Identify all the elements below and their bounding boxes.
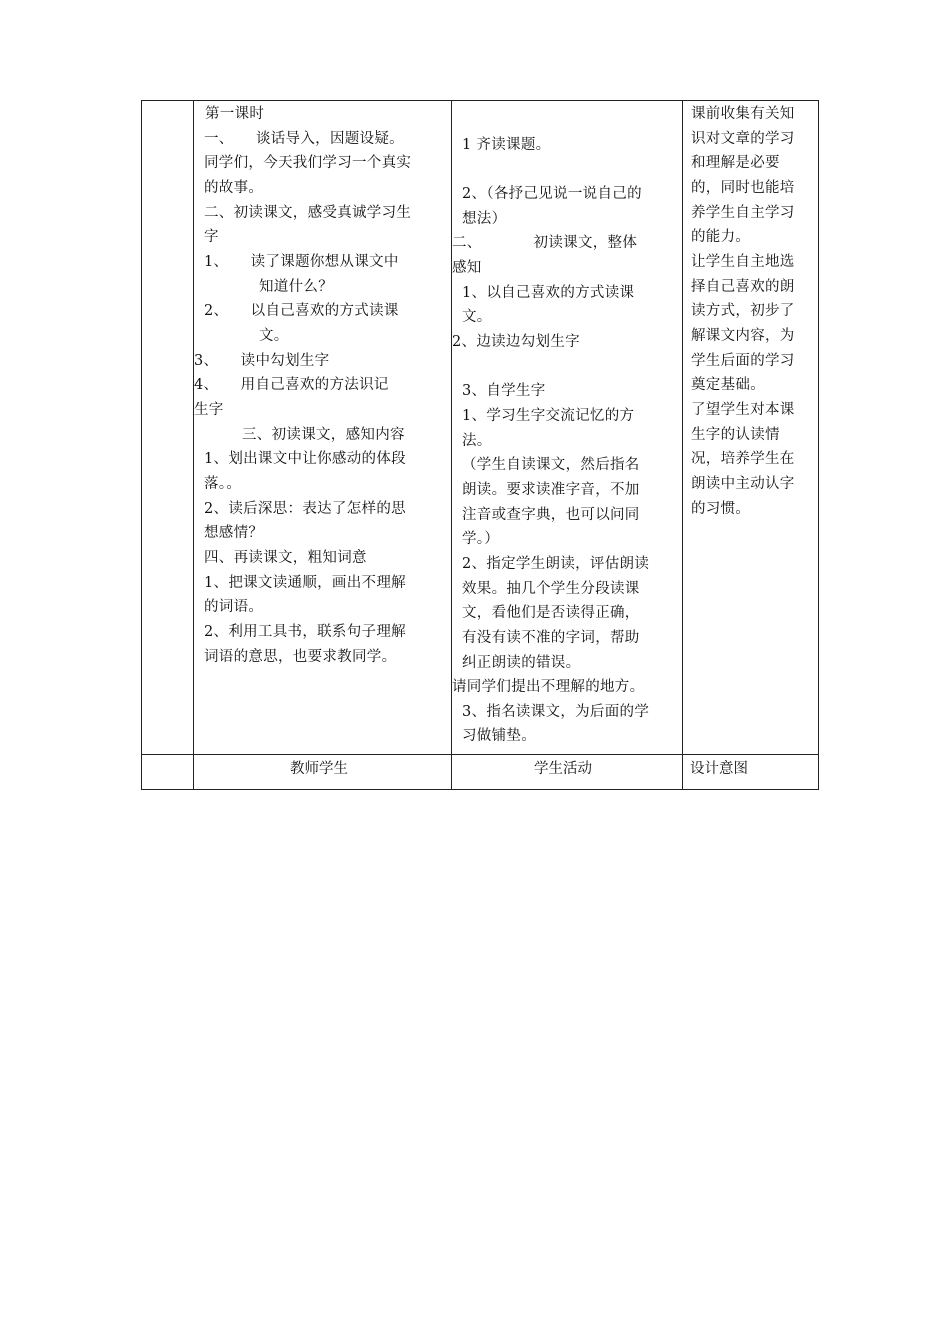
- footer-teacher-label: 教师学生: [290, 761, 348, 777]
- teacher-line: 1、把课文读通顺，画出不理解: [204, 575, 406, 591]
- teacher-line: 一、 谈话导入，因题设疑。: [204, 131, 404, 147]
- teacher-line: 四、再读课文，粗知词意: [204, 550, 367, 566]
- teacher-line: 文。: [259, 328, 289, 344]
- student-line: 文，看他们是否读得正确，: [462, 605, 640, 621]
- teacher-line: 的词语。: [204, 599, 264, 615]
- teacher-line: 1、 读了课题你想从课文中: [204, 254, 399, 270]
- student-line: 效果。抽几个学生分段读课: [462, 581, 640, 597]
- teacher-line: 1、划出课文中让你感动的体段: [204, 451, 406, 467]
- student-line: 2、指定学生朗读，评估朗读: [462, 556, 650, 572]
- student-line: 注音或查字典，也可以问同: [462, 507, 640, 523]
- design-line: 识对文章的学习: [691, 131, 795, 147]
- student-line: 想法）: [462, 211, 507, 227]
- teacher-line: 词语的意思，也要求教同学。: [204, 649, 397, 665]
- design-line: 的能力。: [691, 229, 751, 245]
- student-line: 3、指名读课文，为后面的学: [462, 704, 650, 720]
- student-line: 1、学习生字交流记忆的方: [462, 408, 635, 424]
- teacher-line: 4、 用自己喜欢的方法识记: [194, 377, 389, 393]
- lesson-plan-table: [141, 100, 819, 790]
- student-line: 3、自学生字: [462, 383, 546, 399]
- teacher-line: 生字: [194, 402, 224, 418]
- teacher-line: 同学们，今天我们学习一个真实: [204, 155, 412, 171]
- teacher-line: 二、初读课文，感受真诚学习生: [204, 205, 412, 221]
- teacher-line: 2、 以自己喜欢的方式读课: [204, 303, 399, 319]
- design-line: 解课文内容，为: [691, 328, 795, 344]
- design-line: 的习惯。: [691, 501, 751, 517]
- teacher-line: 2、利用工具书，联系句子理解: [204, 624, 406, 640]
- student-line: 习做铺垫。: [462, 728, 536, 744]
- teacher-line: 的故事。: [204, 180, 264, 196]
- design-line: 学生后面的学习: [691, 353, 795, 369]
- design-line: 择自己喜欢的朗: [691, 279, 795, 295]
- student-line: 有没有读不准的字词，帮助: [462, 630, 640, 646]
- design-line: 养学生自主学习: [691, 205, 795, 221]
- student-line: （学生自读课文，然后指名: [462, 457, 640, 473]
- design-line: 的，同时也能培: [691, 180, 795, 196]
- footer-design-label: 设计意图: [690, 761, 748, 777]
- student-line: 文。: [462, 309, 492, 325]
- teacher-line: 2、读后深思：表达了怎样的思: [204, 501, 406, 517]
- student-line: 二、 初读课文，整体: [452, 235, 638, 251]
- design-line: 朗读中主动认字: [691, 476, 795, 492]
- design-line: 况，培养学生在: [691, 451, 795, 467]
- student-line: 1、以自己喜欢的方式读课: [462, 285, 635, 301]
- student-line: 学。）: [462, 531, 500, 547]
- teacher-line: 第一课时: [205, 106, 265, 122]
- student-line: 2、边读边勾划生字: [452, 334, 580, 350]
- teacher-line: 想感情？: [204, 525, 264, 541]
- teacher-line: 三、初读课文，感知内容: [242, 427, 405, 443]
- teacher-line: 3、 读中勾划生字: [194, 353, 330, 369]
- design-line: 让学生自主地选: [691, 254, 795, 270]
- design-line: 和理解是必要: [691, 155, 780, 171]
- student-line: 法。: [462, 433, 492, 449]
- student-line: 1 齐读课题。: [462, 137, 551, 153]
- student-line: 感知: [452, 260, 482, 276]
- column-divider: [193, 101, 194, 789]
- student-line: 2、（各抒己见说一说自己的: [462, 186, 642, 202]
- footer-student-label: 学生活动: [534, 761, 592, 777]
- design-line: 读方式，初步了: [691, 303, 795, 319]
- teacher-line: 知道什么？: [259, 279, 333, 295]
- student-line: 纠正朗读的错误。: [462, 655, 581, 671]
- student-line: 请同学们提出不理解的地方。: [452, 679, 645, 695]
- column-divider: [682, 101, 683, 789]
- footer-divider: [142, 754, 818, 755]
- design-line: 生字的认读情: [691, 427, 780, 443]
- student-line: 朗读。要求读准字音，不加: [462, 482, 640, 498]
- teacher-line: 落。。: [204, 476, 242, 492]
- teacher-line: 字: [204, 229, 219, 245]
- design-line: 课前收集有关知: [691, 106, 795, 122]
- design-line: 奠定基础。: [691, 377, 765, 393]
- design-line: 了望学生对本课: [691, 402, 795, 418]
